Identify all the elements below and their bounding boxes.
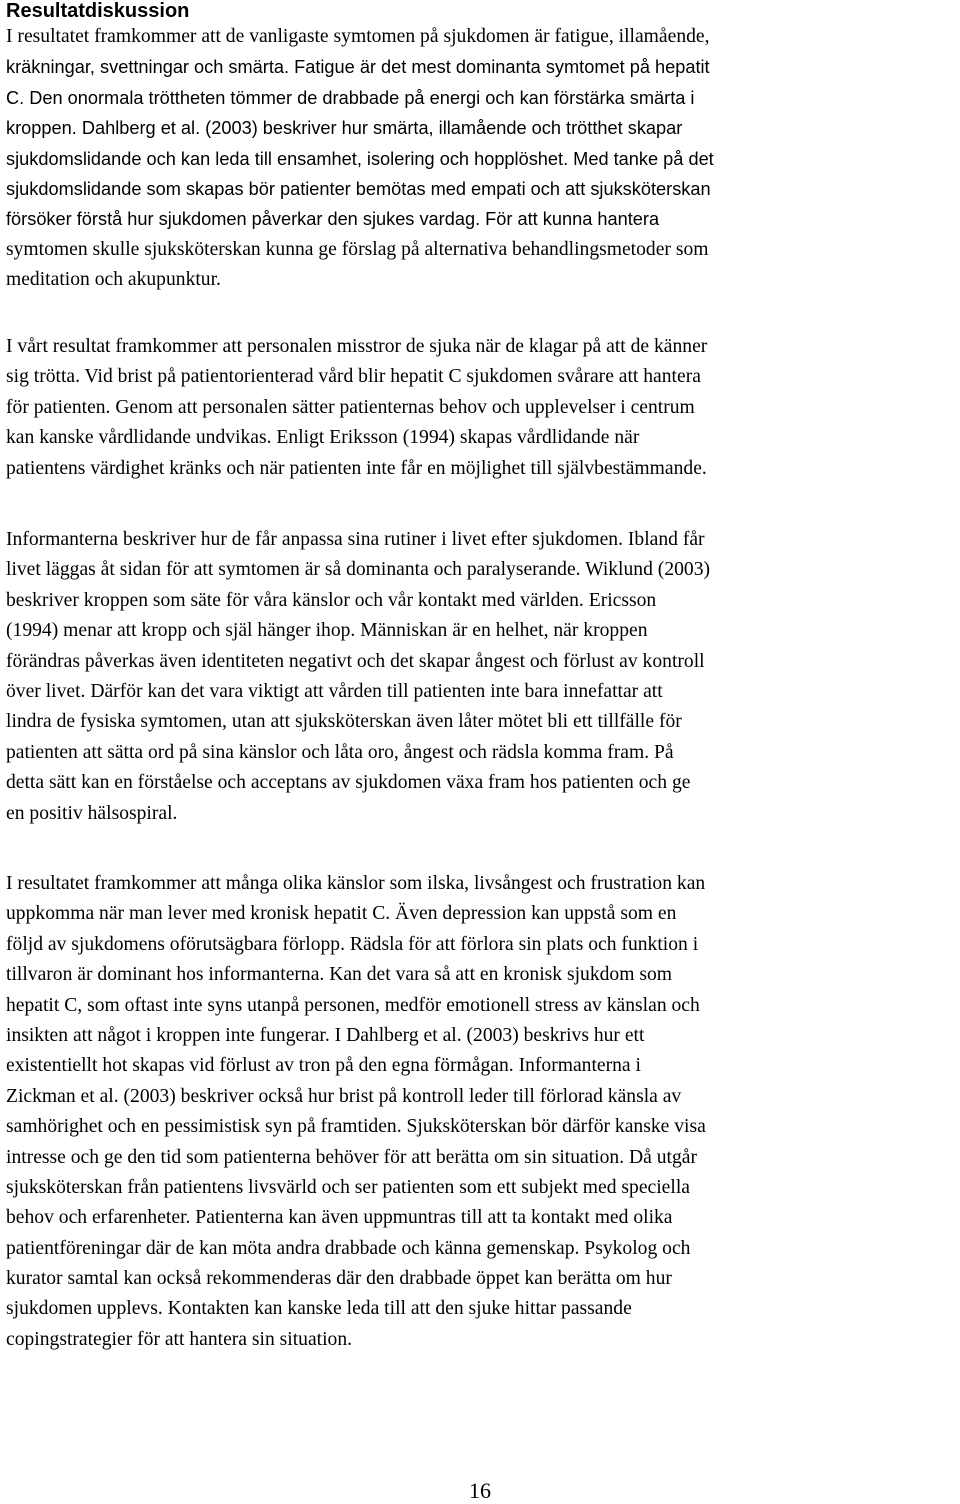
paragraph-line: Informanterna beskriver hur de får anpassa sina rutiner i livet efter sjukdomen. Ibland får — [6, 529, 705, 550]
paragraph-2 — [6, 332, 707, 484]
paragraph-line: samhörighet och en pessimistisk syn på framtiden. Sjuksköterskan bör därför kanske visa — [6, 1116, 706, 1138]
paragraph-line: meditation och akupunktur. — [6, 269, 221, 291]
paragraph-line: sjukdomslidande och kan leda till ensamhet, isolering och hopplöshet. Med tanke på det — [6, 148, 714, 169]
document-body — [6, 0, 956, 1350]
paragraph-line: patientens värdighet kränks och när patienten inte får en möjlighet till självbestämmande. — [6, 457, 707, 479]
paragraph-line: försöker förstå hur sjukdomen påverkar den sjukes vardag. För att kunna hantera — [6, 209, 660, 230]
paragraph-line: förändras påverkas även identiteten negativt och det skapar ångest och förlust av kontroll — [6, 650, 705, 672]
paragraph-line: copingstrategier för att hantera sin situation. — [6, 1328, 353, 1350]
paragraph-line: detta sätt kan en förståelse och acceptans av sjukdomen växa fram hos patienten och ge — [6, 772, 691, 794]
paragraph-line: (1994) menar att kropp och själ hänger ihop. Människan är en helhet, när kroppen — [6, 620, 648, 642]
paragraph-line: över livet. Därför kan det vara viktigt att vården till patienten inte bara innefattar att — [6, 680, 663, 702]
paragraph-line: sjuksköterskan från patientens livsvärld och ser patienten som ett subjekt med speciella — [6, 1176, 690, 1198]
paragraph-line: sig trötta. Vid brist på patientorienterad vård blir hepatit C sjukdomen svårare att hantera — [6, 366, 701, 388]
paragraph-line: en positiv hälsospiral. — [6, 802, 178, 824]
paragraph-line: kurator samtal kan också rekommenderas där den drabbade öppet kan berätta om hur — [6, 1268, 672, 1290]
paragraph-line: I resultatet framkommer att många olika känslor som ilska, livsångest och frustration kan — [6, 873, 706, 894]
paragraph-line: C. Den onormala tröttheten tömmer de drabbade på energi och kan förstärka smärta i — [6, 87, 695, 108]
paragraph-line: sjukdomslidande som skapas bör patienter bemötas med empati och att sjuksköterskan — [6, 178, 711, 199]
paragraph-line: sjukdomen upplevs. Kontakten kan kanske leda till att den sjuke hittar passande — [6, 1298, 632, 1320]
paragraph-line: tillvaron är dominant hos informanterna. Kan det vara så att en kronisk sjukdom som — [6, 964, 673, 986]
paragraph-1 — [6, 22, 714, 296]
paragraph-line: kroppen. Dahlberg et al. (2003) beskriver hur smärta, illamående och trötthet skapar — [6, 118, 683, 139]
paragraph-line: kan kanske vårdlidande undvikas. Enligt Eriksson (1994) skapas vårdlidande när — [6, 427, 640, 449]
paragraph-line: symtomen skulle sjuksköterskan kunna ge förslag på alternativa behandlingsmetoder som — [6, 238, 709, 260]
paragraph-line: insikten att något i kroppen inte fungerar. I Dahlberg et al. (2003) beskrivs hur ett — [6, 1024, 645, 1046]
paragraph-line: I resultatet framkommer att de vanligaste symtomen på sjukdomen är fatigue, illamående, — [6, 26, 710, 47]
page-number: 16 — [469, 1478, 491, 1503]
paragraph-line: existentiellt hot skapas vid förlust av tron på den egna förmågan. Informanterna i — [6, 1055, 641, 1077]
paragraph-line: följd av sjukdomens oförutsägbara förlopp. Rädsla för att förlora sin plats och funktion i — [6, 933, 699, 955]
paragraph-line: intresse och ge den tid som patienterna behöver för att berätta om sin situation. Då utgår — [6, 1146, 698, 1168]
paragraph-line: patienten att sätta ord på sina känslor och låta oro, ångest och rädsla komma fram. På — [6, 741, 674, 763]
paragraph-line: Zickman et al. (2003) beskriver också hur brist på kontroll leder till förlorad känsla av — [6, 1085, 682, 1107]
paragraph-line: uppkomma när man lever med kronisk hepatit C. Även depression kan uppstå som en — [6, 903, 677, 925]
paragraph-line: kräkningar, svettningar och smärta. Fatigue är det mest dominanta symtomet på hepatit — [6, 57, 710, 78]
paragraph-line: lindra de fysiska symtomen, utan att sjuksköterskan även låter mötet bli ett tillfälle för — [6, 711, 682, 733]
paragraph-line: patientföreningar där de kan möta andra drabbade och känna gemenskap. Psykolog och — [6, 1237, 691, 1259]
paragraph-4 — [6, 869, 706, 1355]
paragraph-line: för patienten. Genom att personalen sätter patienternas behov och upplevelser i centrum — [6, 396, 695, 418]
paragraph-line: livet läggas åt sidan för att symtomen är så dominanta och paralyserande. Wiklund (2003) — [6, 559, 711, 581]
paragraph-line: hepatit C, som oftast inte syns utanpå personen, medför emotionell stress av känslan och — [6, 994, 700, 1016]
paragraph-line: beskriver kroppen som säte för våra känslor och vår kontakt med världen. Ericsson — [6, 589, 657, 611]
section-heading: Resultatdiskussion — [6, 0, 190, 22]
paragraph-line: behov och erfarenheter. Patienterna kan även uppmuntras till att ta kontakt med olika — [6, 1207, 673, 1229]
paragraph-3 — [6, 525, 710, 829]
paragraph-line: I vårt resultat framkommer att personalen misstror de sjuka när de klagar på att de känner — [6, 336, 708, 357]
